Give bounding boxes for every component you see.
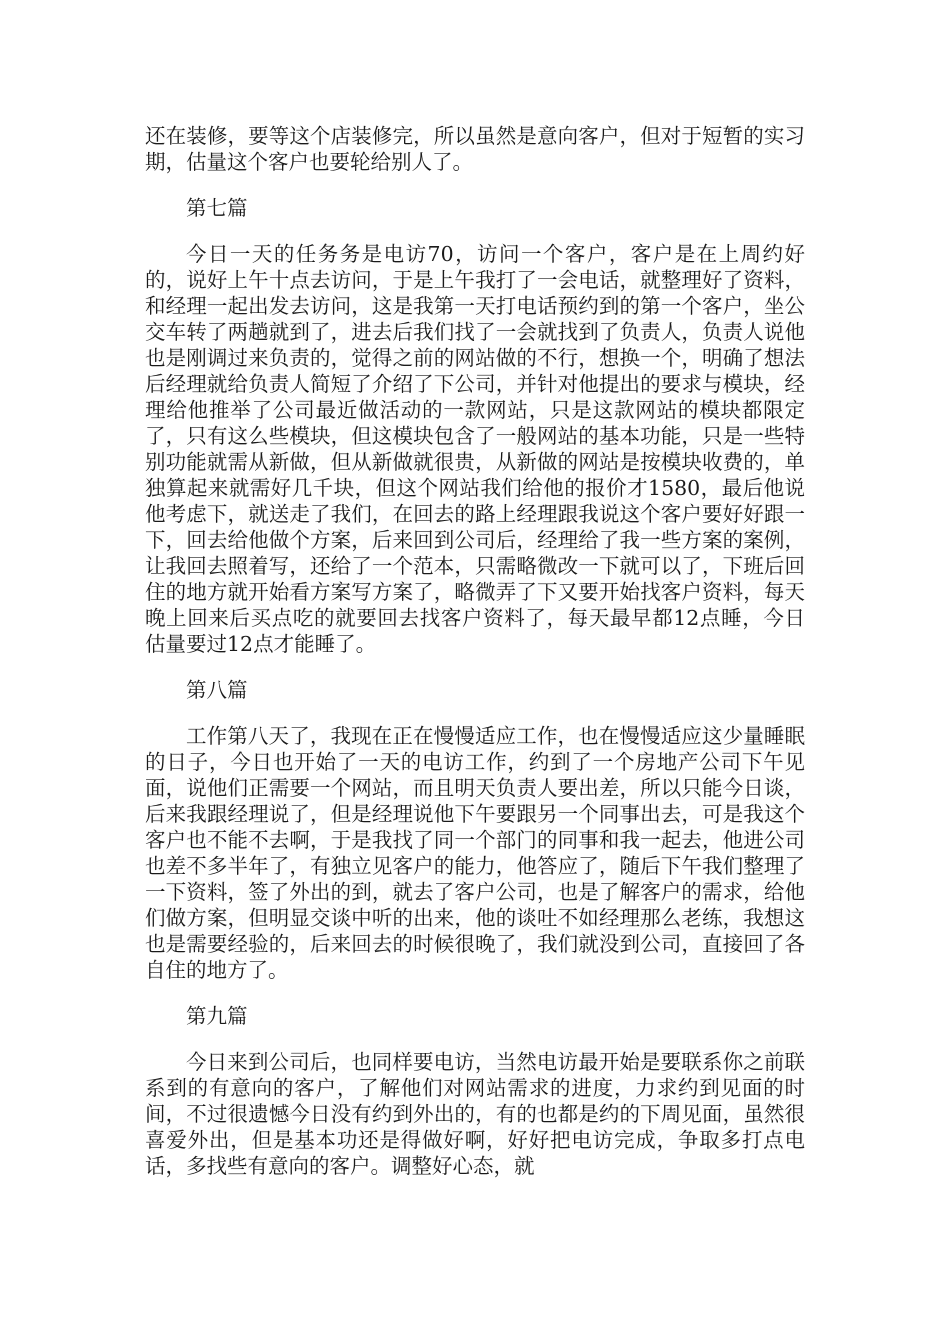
section-heading-7: 第七篇 xyxy=(186,196,248,220)
intro-paragraph: 还在装修，要等这个店装修完，所以虽然是意向客户，但对于短暂的实习期，估量这个客户也要轮给别人了。 xyxy=(145,124,805,174)
section-body-7: 今日一天的任务务是电访70，访问一个客户，客户是在上周约好的，说好上午十点去访问，于是上午我打了一会电话，就整理好了资料，和经理一起出发去访问，这是我第一天打电话预约到的第一个客户，坐公交车转了两趟就到了，进去后我们找了一会就找到了负责人，负责人说他也是刚调过来负责的，觉得之前的网站做的不行，想换一个，明确了想法后经理就给负责人简短了介绍了下公司，并针对他提出的要求与模块，经理给他推举了公司最近做活动的一款网站，只是这款网站的模块都限定了，只有这么些模块，但这模块包含了一般网站的基本功能，只是一些特别功能就需从新做，但从新做就很贵，从新做的网站是按模块收费的，单独算起来就需好几千块，但这个网站我们给他的报价才1580，最后他说他考虑下，就送走了我们，在回去的路上经理跟我说这个客户要好好跟一下，回去给他做个方案，后来回到公司后，经理给了我一些方案的案例，让我回去照着写，还给了一个范本，只需略微改一下就可以了，下班后回住的地方就开始看方案写方案了，略微弄了下又要开始找客户资料，每天晚上回来后买点吃的就要回去找客户资料了，每天最早都12点睡，今日估量要过12点才能睡了。 xyxy=(145,242,805,656)
section-body-8: 工作第八天了，我现在正在慢慢适应工作，也在慢慢适应这少量睡眠的日子，今日也开始了一天的电访工作，约到了一个房地产公司下午见面，说他们正需要一个网站，而且明天负责人要出差，所以只能今日谈，后来我跟经理说了，但是经理说他下午要跟另一个同事出去，可是我这个客户也不能不去啊，于是我找了同一个部门的同事和我一起去，他进公司也差不多半年了，有独立见客户的能力，他答应了，随后下午我们整理了一下资料，签了外出的到，就去了客户公司，也是了解客户的需求，给他们做方案，但明显交谈中听的出来，他的谈吐不如经理那么老练，我想这也是需要经验的，后来回去的时候很晚了，我们就没到公司，直接回了各自住的地方了。 xyxy=(145,724,805,982)
section-heading-8: 第八篇 xyxy=(186,678,248,702)
section-heading-9: 第九篇 xyxy=(186,1004,248,1028)
document-body xyxy=(145,123,805,1199)
section-body-9: 今日来到公司后，也同样要电访，当然电访最开始是要联系你之前联系到的有意向的客户，了解他们对网站需求的进度，力求约到见面的时间，不过很遗憾今日没有约到外出的，有的也都是约的下周见面，虽然很喜爱外出，但是基本功还是得做好啊，好好把电访完成，争取多打点电话，多找些有意向的客户。调整好心态，就 xyxy=(145,1050,805,1178)
